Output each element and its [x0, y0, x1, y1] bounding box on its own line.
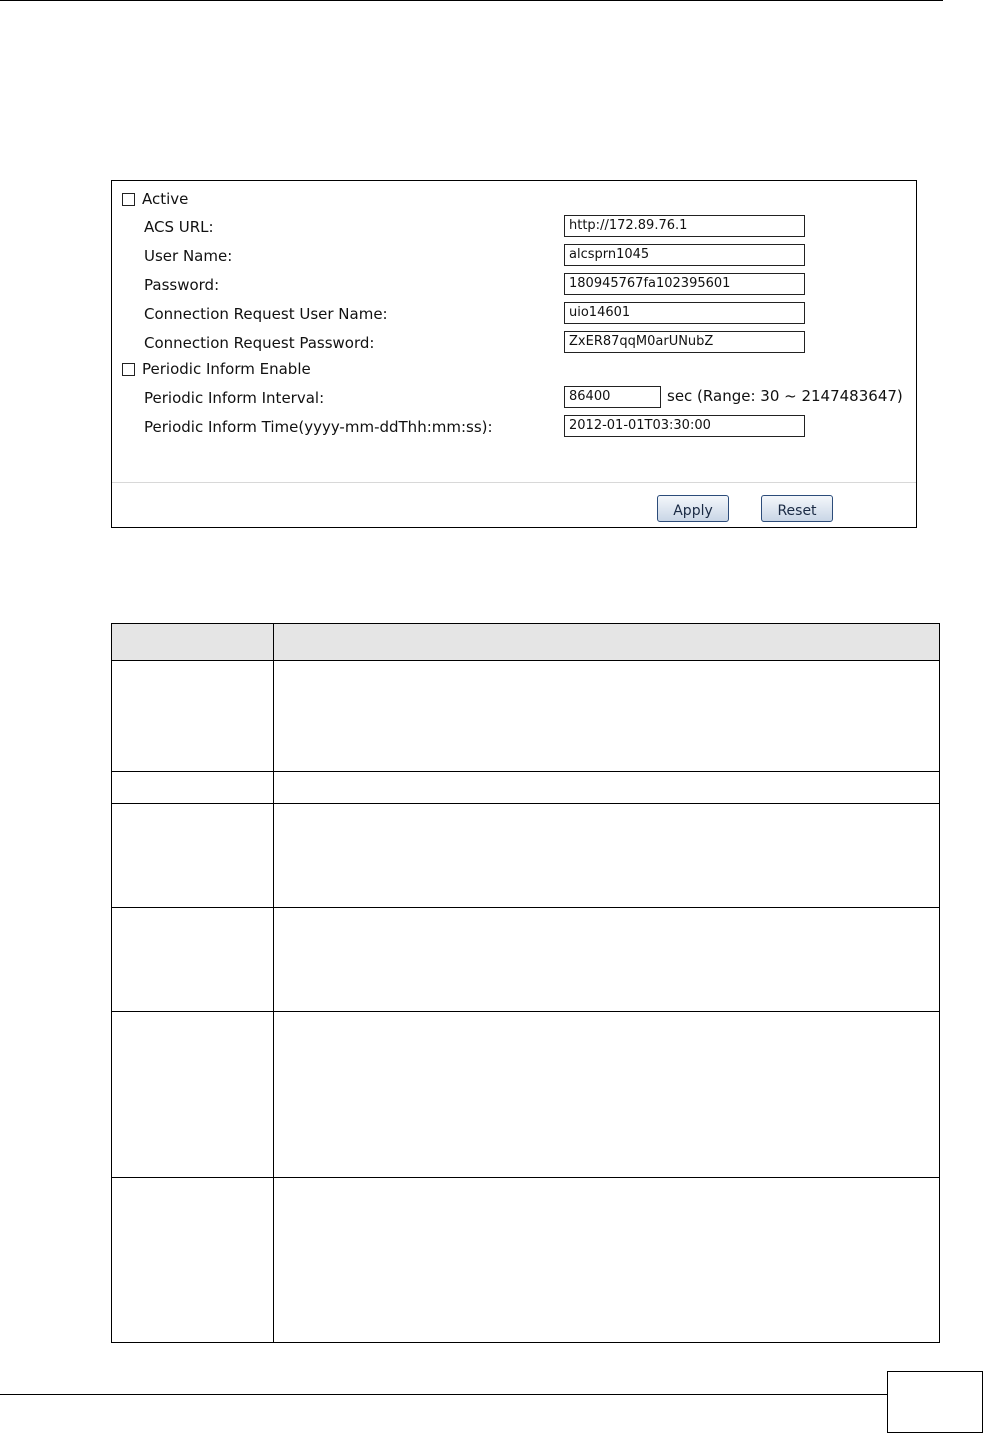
periodic-enable-row: [122, 360, 311, 378]
table-cell: [112, 1012, 274, 1178]
active-label: Active: [142, 190, 189, 208]
periodic-time-label: Periodic Inform Time(yyyy-mm-ddThh:mm:ss):: [144, 418, 493, 436]
tr069-settings-panel: [111, 180, 917, 528]
periodic-time-input[interactable]: 2012-01-01T03:30:00: [564, 415, 805, 437]
periodic-interval-label: Periodic Inform Interval:: [144, 389, 325, 407]
table-cell: [274, 1178, 940, 1343]
table-cell: [274, 772, 940, 804]
user-name-input[interactable]: alcsprn1045: [564, 244, 805, 266]
table-header-cell: [112, 624, 274, 661]
periodic-interval-range: sec (Range: 30 ~ 2147483647): [667, 387, 903, 405]
table-row: [112, 772, 940, 804]
header-rule: [0, 0, 943, 1]
table-row: [112, 661, 940, 772]
table-header-cell: [274, 624, 940, 661]
password-label: Password:: [144, 276, 220, 294]
password-input[interactable]: 180945767fa102395601: [564, 273, 805, 295]
button-separator: [112, 482, 916, 483]
periodic-enable-label: Periodic Inform Enable: [142, 360, 311, 378]
table-cell: [112, 804, 274, 908]
acs-url-input[interactable]: http://172.89.76.1: [564, 215, 805, 237]
table-row: [112, 1012, 940, 1178]
conn-req-user-label: Connection Request User Name:: [144, 305, 388, 323]
table-row: [112, 908, 940, 1012]
conn-req-pass-input[interactable]: ZxER87qqM0arUNubZ: [564, 331, 805, 353]
reset-button[interactable]: Reset: [761, 495, 833, 522]
table-row: [112, 1178, 940, 1343]
footer-rule: [0, 1394, 887, 1395]
user-name-label: User Name:: [144, 247, 233, 265]
apply-button[interactable]: Apply: [657, 495, 729, 522]
table-cell: [112, 772, 274, 804]
page-number-box: [887, 1371, 983, 1433]
periodic-interval-input[interactable]: 86400: [564, 386, 661, 408]
periodic-enable-checkbox[interactable]: [122, 363, 135, 376]
table-row: [112, 804, 940, 908]
table-cell: [274, 804, 940, 908]
table-cell: [274, 1012, 940, 1178]
table-header-row: [112, 624, 940, 661]
conn-req-user-input[interactable]: uio14601: [564, 302, 805, 324]
field-description-table: [111, 623, 940, 1343]
acs-url-label: ACS URL:: [144, 218, 214, 236]
table-cell: [112, 1178, 274, 1343]
table-cell: [112, 908, 274, 1012]
active-row: [122, 190, 188, 208]
table-cell: [274, 661, 940, 772]
conn-req-pass-label: Connection Request Password:: [144, 334, 375, 352]
active-checkbox[interactable]: [122, 193, 135, 206]
table-cell: [274, 908, 940, 1012]
table-cell: [112, 661, 274, 772]
